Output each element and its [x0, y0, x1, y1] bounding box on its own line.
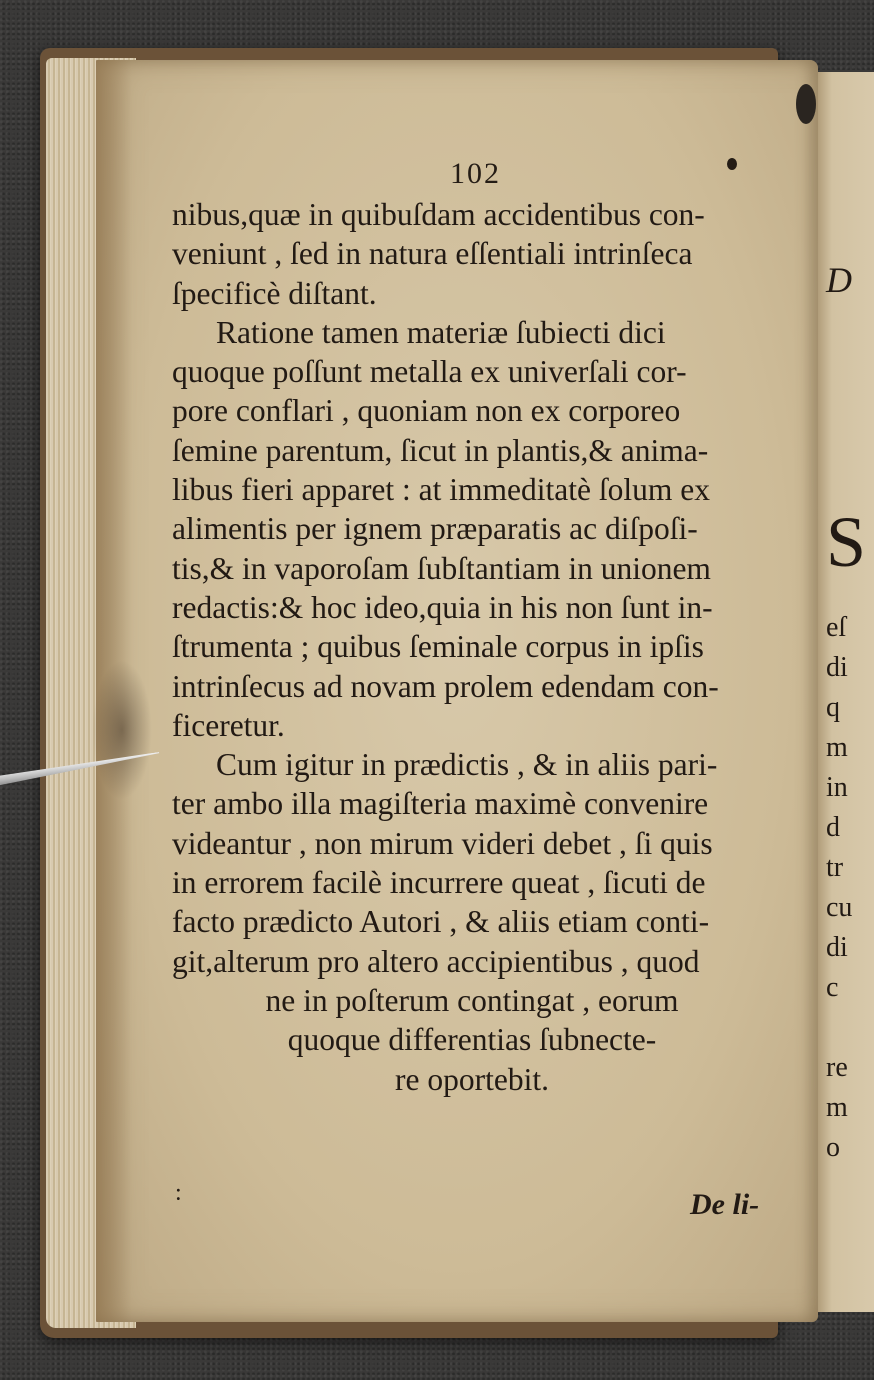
facing-fragment: eſ	[826, 612, 847, 643]
text-line: re oportebit.	[395, 1061, 549, 1097]
text-line: quoque differentias ſubnecte-	[287, 1022, 657, 1058]
text-line: git,alterum pro altero accipientibus , quod	[172, 943, 700, 979]
text-line: intrinſecus ad novam prolem edendam con-	[172, 668, 719, 704]
text-line: ter ambo illa magiſteria maximè convenire	[172, 786, 709, 822]
text-line: facto prædicto Autori , & aliis etiam conti-	[172, 904, 710, 940]
text-line: libus fieri apparet : at immeditatè ſolum ex	[172, 472, 710, 508]
text-line: pore conflari , quoniam non ex corporeo	[172, 393, 681, 429]
facing-fragment: d	[826, 812, 840, 843]
text-line: ſemine parentum, ſicut in plantis,& anima-	[172, 432, 709, 468]
text-line: Cum igitur in prædictis , & in aliis pari-	[216, 747, 718, 783]
facing-fragment: in	[826, 772, 848, 803]
facing-fragment: tr	[826, 852, 844, 883]
text-line: ficeretur.	[172, 707, 285, 743]
facing-fragment: o	[826, 1132, 840, 1163]
text-line: ſtrumenta ; quibus ſeminale corpus in ipſis	[172, 629, 704, 665]
facing-fragment: c	[826, 972, 839, 1003]
body-text	[172, 195, 772, 1099]
binding-hole	[796, 84, 816, 124]
facing-fragment: re	[826, 1052, 848, 1083]
facing-fragment: di	[826, 932, 848, 963]
facing-fragment: D	[826, 260, 852, 300]
text-line: in errorem facilè incurrere queat , ſicuti de	[172, 865, 706, 901]
facing-fragment: m	[826, 1092, 848, 1123]
ink-dot	[727, 158, 737, 170]
text-line: videantur , non mirum videri debet , ſi quis	[172, 825, 713, 861]
text-line: redactis:& hoc ideo,quia in his non ſunt in-	[172, 589, 713, 625]
text-line: ſpecificè diſtant.	[172, 275, 377, 311]
facing-fragment: S	[826, 502, 867, 582]
text-line: quoque poſſunt metalla ex univerſali cor-	[172, 354, 687, 390]
page-stain	[92, 660, 152, 800]
text-line: nibus,quæ in quibuſdam accidentibus con-	[172, 197, 705, 232]
facing-fragment: cu	[826, 892, 853, 923]
text-line: ne in poſterum contingat , eorum	[265, 982, 679, 1018]
text-line: tis,& in vaporoſam ſubſtantiam in unionem	[172, 550, 711, 586]
facing-fragment: di	[826, 652, 848, 683]
margin-mark: :	[175, 1180, 182, 1206]
facing-fragment: m	[826, 732, 848, 763]
text-line: Ratione tamen materiæ ſubiecti dici	[216, 314, 666, 350]
page-number: 102	[450, 157, 501, 190]
text-line: alimentis per ignem præparatis ac diſpoſi-	[172, 511, 698, 547]
facing-fragment: q	[826, 692, 840, 723]
text-line: veniunt , ſed in natura eſſentiali intrinſeca	[172, 236, 693, 272]
catchword: De li-	[690, 1188, 760, 1221]
